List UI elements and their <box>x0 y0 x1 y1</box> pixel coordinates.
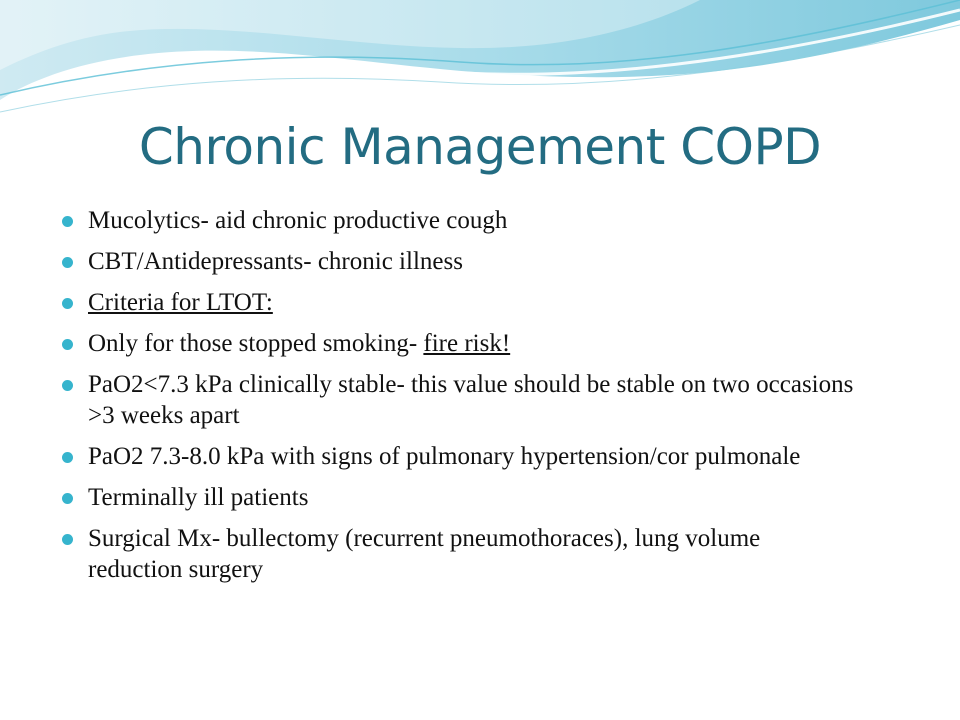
bullet-dot-icon <box>62 298 73 309</box>
bullet-item <box>60 205 860 236</box>
bullet-dot-icon <box>62 339 73 350</box>
bullet-text: PaO2<7.3 kPa clinically stable- this value should be stable on two occasions >3 weeks apart <box>88 371 854 429</box>
bullet-text-underlined: Criteria for LTOT: <box>88 289 273 316</box>
decorative-wave-header <box>0 0 960 130</box>
bullet-item <box>60 246 860 277</box>
bullet-dot-icon <box>62 493 73 504</box>
bullet-text: Surgical Mx- bullectomy (recurrent pneumothoraces), lung volume reduction surgery <box>88 525 761 583</box>
bullet-dot-icon <box>62 216 73 227</box>
bullet-item <box>60 441 860 472</box>
slide-title: Chronic Management COPD <box>138 118 822 176</box>
bullet-list <box>60 205 860 595</box>
bullet-item <box>60 482 860 513</box>
bullet-item <box>60 287 860 318</box>
bullet-item <box>60 328 860 359</box>
bullet-dot-icon <box>62 257 73 268</box>
bullet-text: Only for those stopped smoking- <box>88 330 424 357</box>
bullet-dot-icon <box>62 452 73 463</box>
bullet-dot-icon <box>62 534 73 545</box>
bullet-text: PaO2 7.3-8.0 kPa with signs of pulmonary hypertension/cor pulmonale <box>88 443 801 470</box>
bullet-item <box>60 523 860 585</box>
bullet-item <box>60 369 860 431</box>
bullet-text-underlined: fire risk! <box>423 330 511 357</box>
bullet-text: CBT/Antidepressants- chronic illness <box>88 248 463 275</box>
bullet-text: Terminally ill patients <box>88 484 309 511</box>
bullet-dot-icon <box>62 380 73 391</box>
bullet-text: Mucolytics- aid chronic productive cough <box>88 207 508 234</box>
